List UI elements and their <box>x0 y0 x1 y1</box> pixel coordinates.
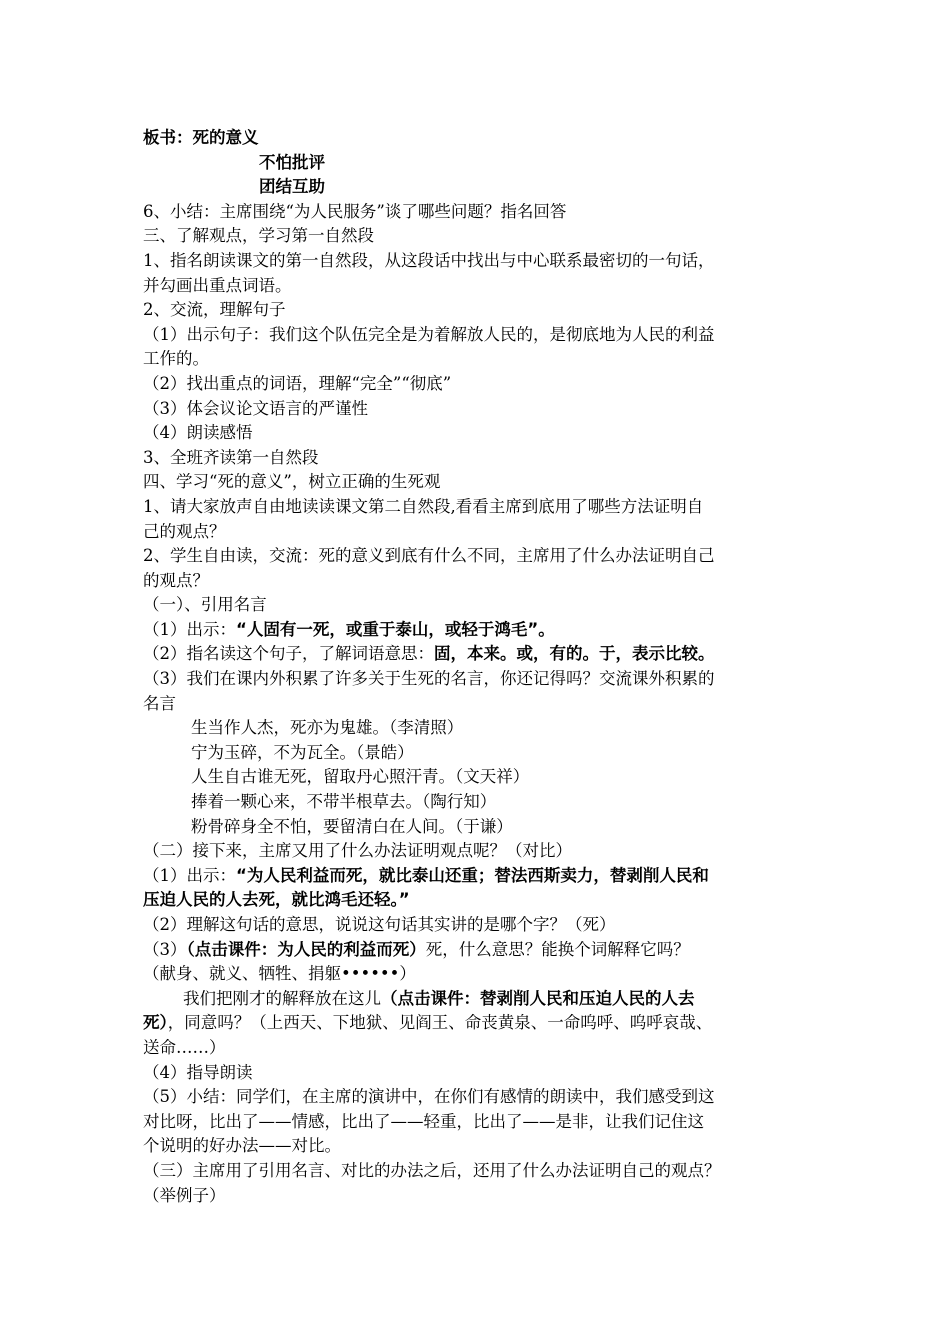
bold-definition: 固，本来。或，有的。于，表示比较。 <box>434 644 715 664</box>
text-line: （举例子） <box>143 1185 226 1205</box>
bold-quote: 压迫人民的人去死，就比鸿毛还轻。” <box>143 890 410 910</box>
board-item: 团结互助 <box>259 177 325 197</box>
document-page <box>143 126 823 1208</box>
text-line: （二）接下来，主席又用了什么办法证明观点呢？（对比） <box>143 841 572 861</box>
quote-line: 宁为玉碎，不为瓦全。（景皓） <box>191 742 414 762</box>
section-heading: 三、了解观点，学习第一自然段 <box>143 226 374 246</box>
text-line: 的观点？ <box>143 570 209 590</box>
text-line: （5）小结：同学们，在主席的演讲中，在你们有感情的朗读中，我们感受到这 <box>143 1087 715 1107</box>
text-line: 1、请大家放声自由地读读课文第二自然段,看看主席到底用了哪些方法证明自 <box>143 496 704 516</box>
text-line <box>143 938 823 963</box>
text-line: 并勾画出重点词语。 <box>143 275 292 295</box>
section-heading: 四、学习“死的意义”，树立正确的生死观 <box>143 472 441 492</box>
text-line: 2、学生自由读，交流：死的意义到底有什么不同，主席用了什么办法证明自己 <box>143 546 715 566</box>
text-line: （4）指导朗读 <box>143 1062 253 1082</box>
board-item: 不怕批评 <box>259 152 325 172</box>
quote-line: 捧着一颗心来，不带半根草去。（陶行知） <box>191 792 497 812</box>
board-title: 板书：死的意义 <box>143 128 259 147</box>
text-line: 个说明的好办法——对比。 <box>143 1136 341 1156</box>
bold-quote: “人固有一死，或重于泰山，或轻于鸿毛”。 <box>236 619 555 639</box>
text-line: （2）找出重点的词语，理解“完全”“彻底” <box>143 373 452 393</box>
text-span: （1）出示： <box>143 865 236 885</box>
quote-line: 粉骨碎身全不怕，要留清白在人间。（于谦） <box>191 816 513 836</box>
text-line <box>143 987 823 1012</box>
text-line: （献身、就义、牺牲、捐躯••••••） <box>143 964 416 984</box>
text-line: （4）朗读感悟 <box>143 423 253 443</box>
quote-line: 生当作人杰，死亦为鬼雄。（李清照） <box>191 718 464 738</box>
text-line <box>143 1011 823 1036</box>
text-line: （2）理解这句话的意思，说说这句话其实讲的是哪个字？（死） <box>143 915 616 934</box>
text-span: 我们把刚才的解释放在这儿 <box>183 988 381 1008</box>
text-line <box>143 618 823 643</box>
bold-courseware-note: （点击课件：替剥削人民和压迫人民的人去 <box>381 988 695 1008</box>
text-span: （2）指名读这个句子，了解词语意思： <box>143 644 434 664</box>
bold-courseware-note: 死） <box>143 1013 168 1033</box>
text-line: 己的观点？ <box>143 521 226 541</box>
text-line: 6、小结：主席围绕“为人民服务”谈了哪些问题？指名回答 <box>143 201 567 221</box>
text-span: （3） <box>143 939 187 959</box>
text-line: 工作的。 <box>143 349 209 369</box>
text-line: （三）主席用了引用名言、对比的办法之后，还用了什么办法证明自己的观点？ <box>143 1160 721 1180</box>
text-line: （3）我们在课内外积累了许多关于生死的名言，你还记得吗？交流课外积累的 <box>143 669 715 689</box>
text-line: 送命……） <box>143 1037 226 1057</box>
bold-courseware-note: （点击课件：为人民的利益而死） <box>186 939 426 959</box>
quote-line: 人生自古谁无死，留取丹心照汗青。（文天祥） <box>191 767 530 787</box>
text-span: ，同意吗？（上西天、下地狱、见阎王、命丧黄泉、一命呜呼、呜呼哀哉、 <box>167 1013 713 1033</box>
text-line <box>143 864 823 889</box>
text-span: 死，什么意思？能换个词解释它吗？ <box>425 939 690 959</box>
bold-quote: “为人民利益而死，就比泰山还重；替法西斯卖力，替剥削人民和 <box>236 865 709 885</box>
text-line: 1、指名朗读课文的第一自然段，从这段话中找出与中心联系最密切的一句话， <box>143 250 715 270</box>
text-line: 对比呀，比出了——情感，比出了——轻重，比出了——是非，让我们记住这 <box>143 1111 704 1131</box>
text-line: （3）体会议论文语言的严谨性 <box>143 398 368 418</box>
text-line: （1）出示句子：我们这个队伍完全是为着解放人民的，是彻底地为人民的利益 <box>143 324 715 344</box>
text-line: 2、交流，理解句子 <box>143 300 286 320</box>
text-line <box>143 642 823 667</box>
text-span: （1）出示： <box>143 619 236 639</box>
text-line: 3、全班齐读第一自然段 <box>143 447 319 467</box>
text-line: 名言 <box>143 693 176 713</box>
text-line: （一）、引用名言 <box>143 595 267 615</box>
